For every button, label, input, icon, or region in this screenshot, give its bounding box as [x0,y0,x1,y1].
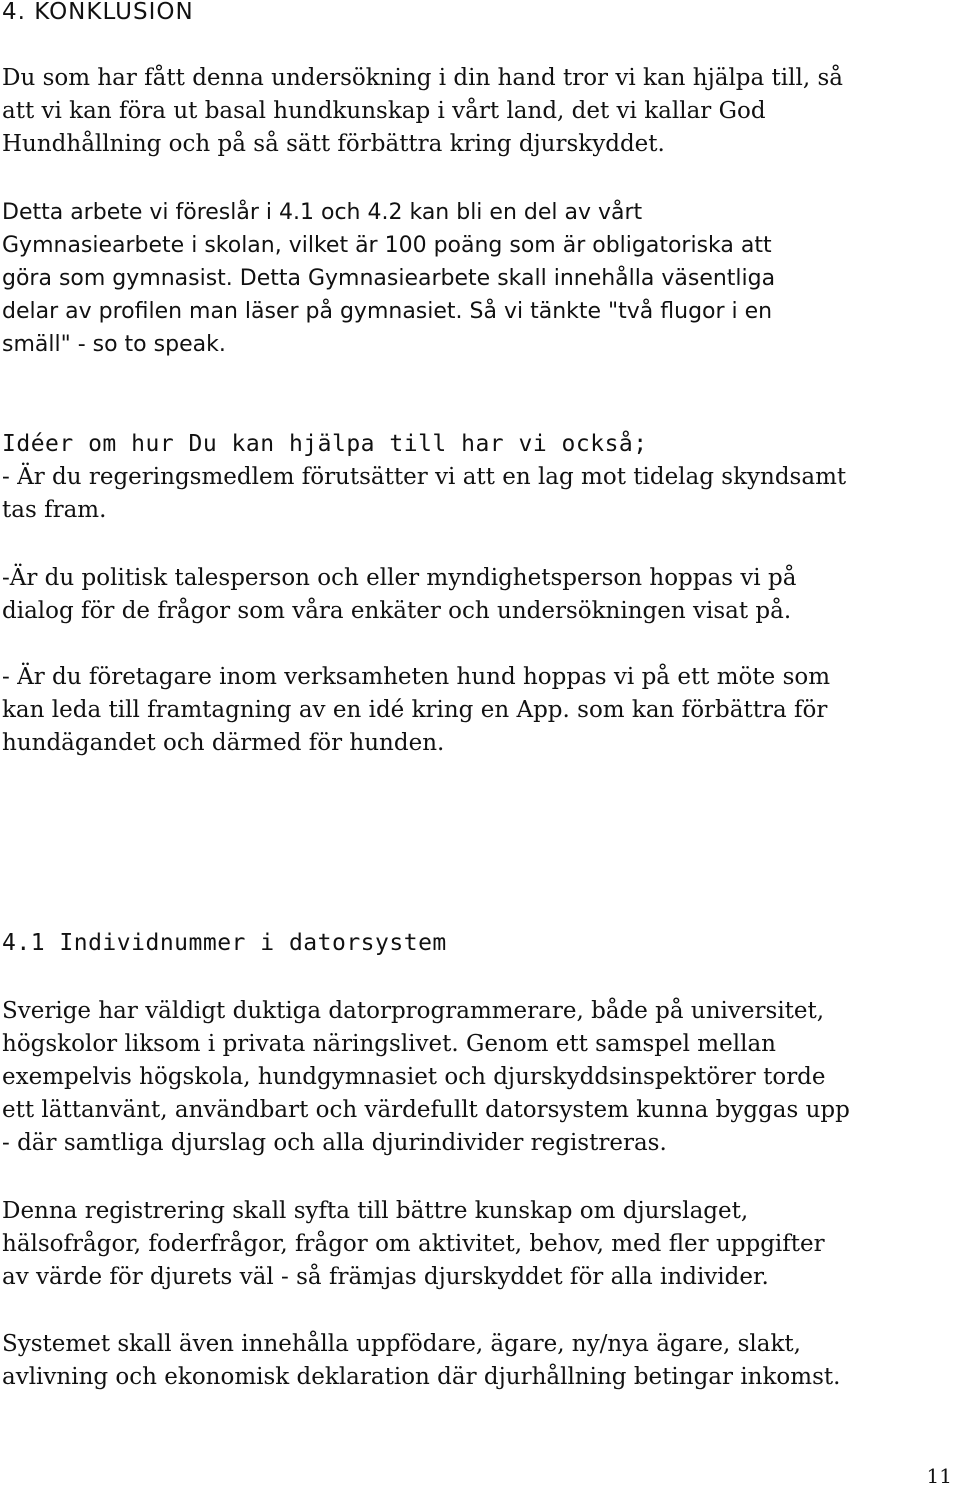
section-paragraph-first [2,995,850,1160]
ideas-heading [2,428,648,461]
intro-line: Du som har fått denna undersökning i din hand tror vi kan hjälpa till, så [2,65,844,91]
chapter-heading-text: 4. KONKLUSION [2,0,194,25]
ideas-line: kan leda till framtagning av en idé kring en App. som kan förbättra för [2,697,828,723]
ideas-line: -Är du politisk talesperson och eller myndighetsperson hoppas vi på [2,565,797,591]
ideas-paragraph-first [2,461,846,527]
section-line: Sverige har väldigt duktiga datorprogrammerare, både på universitet, [2,998,825,1024]
section-heading-text: 4.1 Individnummer i datorsystem [2,930,447,956]
ideas-heading-text: Idéer om hur Du kan hjälpa till har vi också; [2,431,648,457]
intro-line: att vi kan föra ut basal hundkunskap i vårt land, det vi kallar God [2,98,766,124]
section-line: Systemet skall även innehålla uppfödare, ägare, ny/nya ägare, slakt, [2,1331,801,1357]
section-line: hälsofrågor, foderfrågor, frågor om aktivitet, behov, med fler uppgifter [2,1231,825,1257]
section-line: av värde för djurets väl - så främjas djurskyddet för alla individer. [2,1264,769,1290]
page-number: 11 [926,1464,952,1488]
ideas-line: - Är du företagare inom verksamheten hund hoppas vi på ett möte som [2,664,831,690]
section-line: Denna registrering skall syfta till bättre kunskap om djurslaget, [2,1198,749,1224]
section-line: exempelvis högskola, hundgymnasiet och djurskyddsinspektörer torde [2,1064,826,1090]
intro-paragraph [2,62,843,161]
proposal-line: smäll" - so to speak. [2,332,226,357]
proposal-line: delar av profilen man läser på gymnasiet. Så vi tänkte "två flugor i en [2,299,773,324]
section-line: högskolor liksom i privata näringslivet. Genom ett samspel mellan [2,1031,776,1057]
section-paragraph-second [2,1195,825,1294]
section-line: ett lättanvänt, användbart och värdefullt datorsystem kunna byggas upp [2,1097,850,1123]
section-heading [2,927,447,960]
section-line: - där samtliga djurslag och alla djurindivider registreras. [2,1130,667,1156]
section-paragraph-third [2,1328,840,1394]
proposal-line: göra som gymnasist. Detta Gymnasiearbete skall innehålla väsentliga [2,266,776,291]
intro-line: Hundhållning och på så sätt förbättra kring djurskyddet. [2,131,665,157]
ideas-line: dialog för de frågor som våra enkäter och undersökningen visat på. [2,598,792,624]
section-line: avlivning och ekonomisk deklaration där djurhållning betingar inkomst. [2,1364,841,1390]
proposal-paragraph [2,196,775,361]
ideas-line: hundägandet och därmed för hunden. [2,730,445,756]
proposal-line: Gymnasiearbete i skolan, vilket är 100 poäng som är obligatoriska att [2,233,772,258]
proposal-line: Detta arbete vi föreslår i 4.1 och 4.2 kan bli en del av vårt [2,200,643,225]
ideas-paragraph-second [2,562,796,628]
chapter-heading [2,0,194,29]
ideas-paragraph-third [2,661,830,760]
ideas-line: tas fram. [2,497,107,523]
ideas-line: - Är du regeringsmedlem förutsätter vi att en lag mot tidelag skyndsamt [2,464,847,490]
